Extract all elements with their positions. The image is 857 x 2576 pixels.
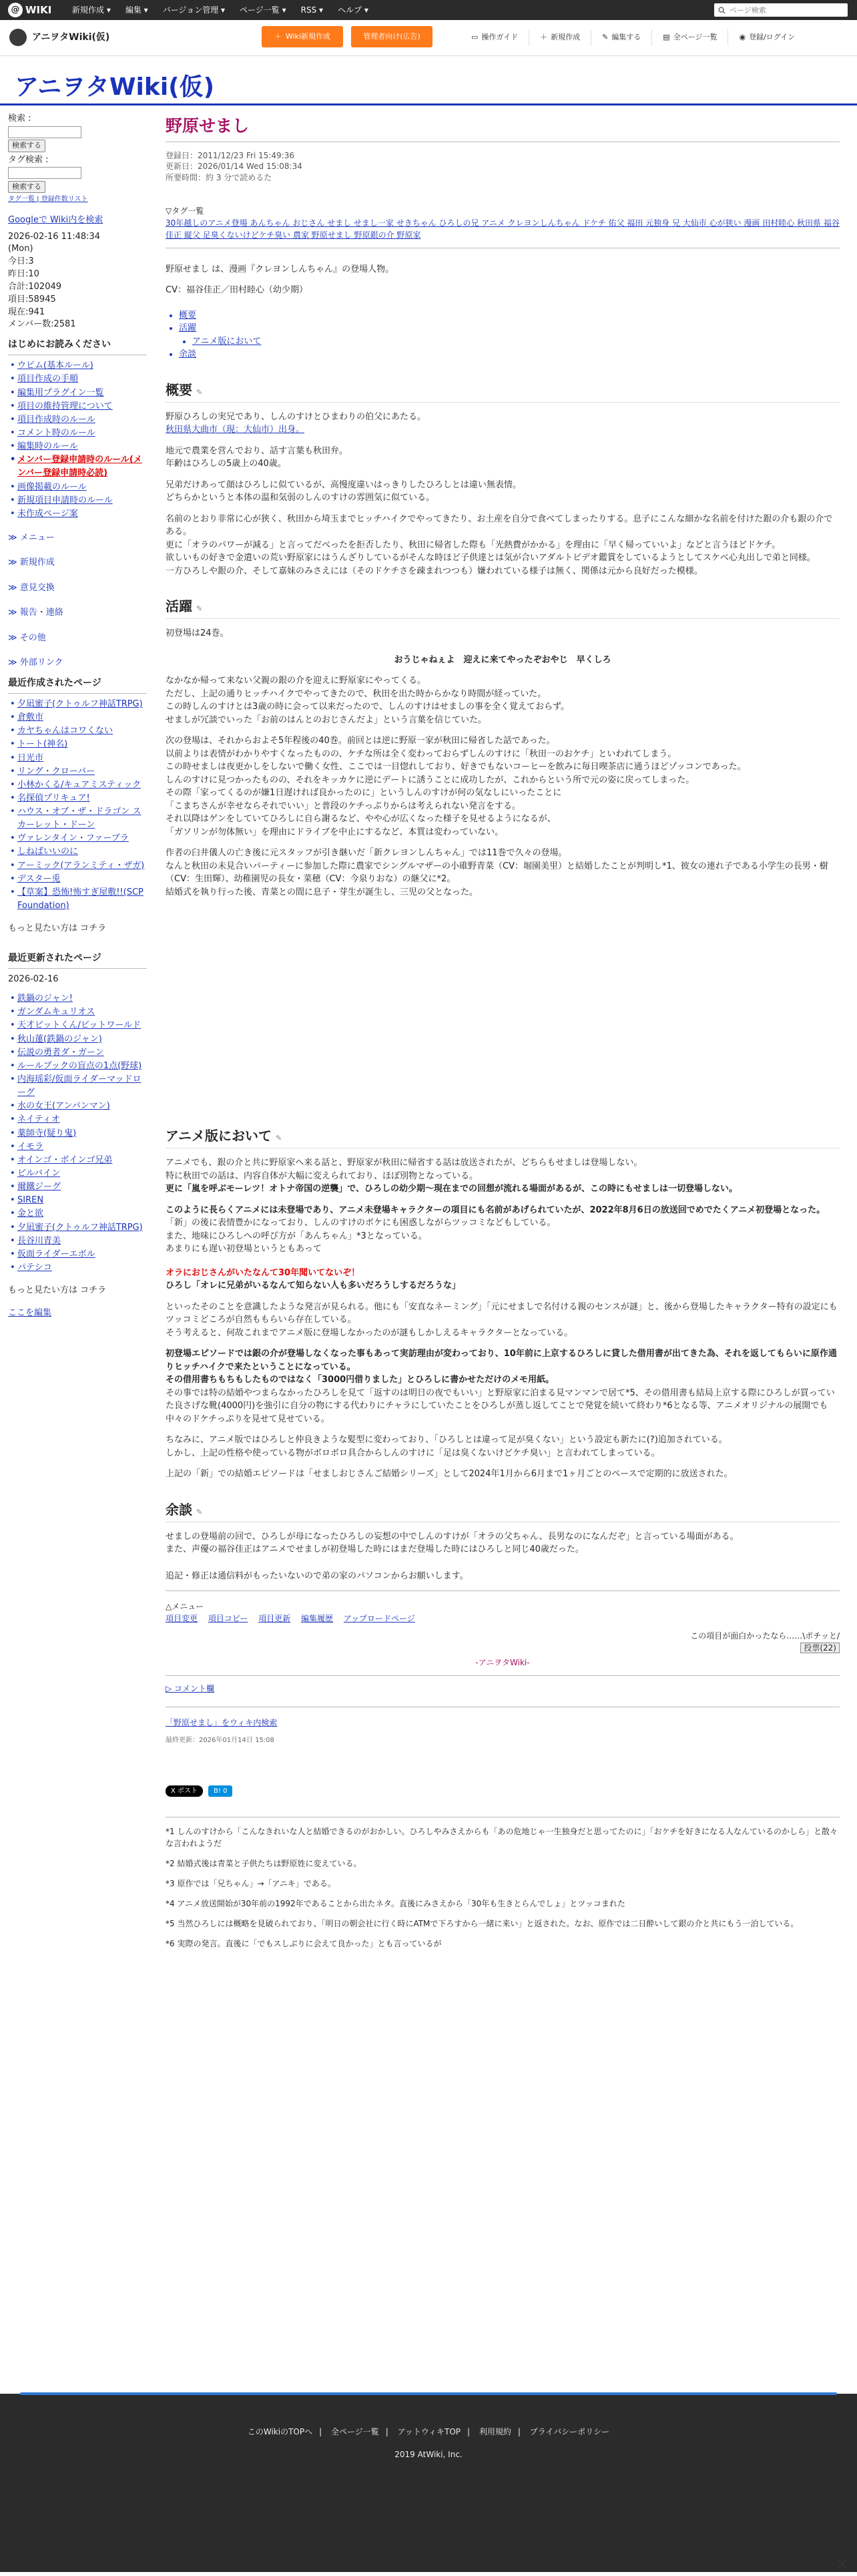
ac-2: この時しんのすけとは3歳の時に会って以来だったので、しんのすけはせましの事を全く覚えておらず。	[166, 702, 569, 712]
document-icon: ▤	[663, 32, 670, 41]
recent-item[interactable]: • 倉敷市	[8, 711, 147, 724]
book-icon: ▭	[471, 32, 479, 41]
an-3: このように長らくアニメには未登場であり、アニメ未登場キャラクターの項目にも名前があげられていたが、2022年8月6日の放送回でめでたくアニメ初登場となった。	[166, 1205, 826, 1215]
footer-link-privacy[interactable]: プライバシーポリシー	[529, 2427, 610, 2436]
main-content	[166, 114, 840, 1958]
wiki-create-label: Wiki新規作成	[285, 31, 331, 41]
updated-item[interactable]: • ルールブックの盲点の1点(野球)	[8, 1060, 147, 1073]
wiki-icon	[9, 29, 27, 46]
tag-list[interactable]: 30年越しのアニメ登場 あんちゃん おじさん せまし せまし一家 せきちゃん ひろしの兄 アニメ クレヨンしんちゃん ドケチ 佑父 福田 元独身 兄 大仙市 心が狭い 漫画 田村睦心 秋田県 福谷佳正 縦父 足臭くないけどケチ臭い 農家 野原せまし 野原銀の介 野原家	[166, 218, 840, 240]
x-post-button[interactable]: X ポスト	[166, 1785, 203, 1797]
ac-10: それ以降はゲンをしていてひろしに自ら謝るなど、やや心が広くなった様子を見せるようになるが、	[166, 814, 556, 825]
tool-allpages[interactable]	[651, 29, 728, 45]
menu-new[interactable]: 新規作成 ▾	[72, 5, 111, 15]
ac-14: 結婚式を執り行った後、青菜との間に息子・芽生が誕生し、三児の父となった。	[166, 887, 479, 897]
overview-body	[166, 411, 840, 578]
ac-9: 「こまちさんが幸せならそれでいい」と普段のケチっぷりからは考えられない発言をする。	[166, 801, 521, 811]
ov-1[interactable]: 秋田県大曲市（現：大仙市）出身。	[166, 425, 305, 435]
intro-item[interactable]: • 項目の維持管理について	[8, 400, 147, 413]
recent-item[interactable]: • 名探偵プリキュア!	[8, 792, 147, 805]
wiki-create-button[interactable]	[262, 26, 343, 47]
cat-other[interactable]: ≫ その他	[8, 632, 147, 645]
intro-item[interactable]: • 新規項目申請時のルール	[8, 494, 147, 507]
tool-login[interactable]	[728, 29, 806, 45]
recent-item[interactable]: • アーミック(アランミティ・ザガ)	[8, 859, 147, 873]
stat-members: メンバー数:2581	[8, 319, 76, 330]
section-misc	[166, 1500, 840, 1522]
recent-item[interactable]: • ハウス・オブ・ザ・ドラゴン スカーレット・ドーン	[8, 805, 147, 832]
cv-text: CV：福谷佳正／田村睦心（幼少期）	[166, 285, 308, 296]
stat-today: 今日:3	[8, 256, 34, 267]
tool-guide-label: 操作ガイド	[481, 32, 519, 41]
menu-edit[interactable]: 編集 ▾	[125, 5, 148, 15]
menu-update[interactable]: 項目更新	[258, 1614, 291, 1624]
an-12: その借用書ちもちもしたものではなく「3000円借りました」とひろしに書かせただけのメモ用紙。	[166, 1375, 555, 1385]
tag-links[interactable]: タグ一覧 | 登録件数リスト	[8, 196, 88, 203]
atwiki-logo[interactable]	[8, 3, 51, 17]
ov-7: 更に「オラのパワーが減る」と言ってだべったを拒否したり、秋田に帰省した際も「光熱費がかかる」を理由に「早く帰っていいよ」などと言うほどドケチ。	[166, 540, 781, 550]
intro-item[interactable]: • 編集時のルール	[8, 440, 147, 453]
site-stats	[8, 231, 147, 332]
ac-3: せましが冗談でいった「お前のはんとのおじさんだよ」という言葉を信じていた。	[166, 714, 487, 725]
mi-0: せましの登場前の回で、ひろしが母になったひろしの妄想の中でしんのすけが「オラの父ちゃん、長男なのになんだぞ」と言っている場面がある。	[166, 1531, 739, 1542]
updated-item[interactable]: • 秋山蓮(鉄鍋のジャン)	[8, 1033, 147, 1046]
updated-item[interactable]: • 伝説の勇者ダ・ガーン	[8, 1046, 147, 1060]
intro-item[interactable]: • 画像掲載のルール	[8, 481, 147, 494]
comment-toggle[interactable]: ▷ コメント欄	[166, 1684, 215, 1694]
wiki-logo[interactable]	[9, 29, 109, 46]
an-11: 初登場エピソードでは銀の介が登場しなくなった事もあって実訪理由が変わっており、10年前に上京するひろしに貸した借用書が出てきた為、それを返してもらいに原作通りヒッチハイクで来たということになっている。	[166, 1349, 837, 1372]
misc-body	[166, 1530, 840, 1583]
mi-1: また、声優の福谷佳正はアニメでせましが初登場した時にはまだ登場した時にはひろしと同じ40歳だった。	[166, 1544, 584, 1555]
tag-input[interactable]	[8, 167, 81, 179]
wiki-tools	[461, 29, 806, 45]
pencil-icon[interactable]: ✎	[196, 387, 203, 397]
intro-item[interactable]: • ウピム(基本ルール)	[8, 359, 147, 373]
intro-text: 野原せまし は、漫画『クレヨンしんちゃん』の登場人物。	[166, 264, 394, 274]
an-7: オラにおじさんがいたなんて30年聞いてないぞ！	[166, 1267, 360, 1278]
cat-opinion[interactable]: ≫ 意見交換	[8, 582, 147, 595]
ac-0: なかなか帰って来ない父親の銀の介を迎えに野原家にやってくる。	[166, 676, 426, 686]
footnote: *3 原作では「兄ちゃん」→「アニキ」である。	[166, 1879, 336, 1889]
meta-readtime: 所要時間：約 3 分で読めるた	[166, 173, 272, 183]
ov-0: 野原ひろしの実兄であり、しんのすけとひまわりの伯父にあたる。	[166, 411, 426, 422]
updated-list	[8, 992, 147, 1275]
tool-edit[interactable]	[591, 29, 651, 45]
updated-item[interactable]: • 金と欲	[8, 1207, 147, 1221]
user-icon: ◉	[739, 32, 746, 41]
intro-item[interactable]: • 未作成ページ案	[8, 507, 147, 521]
footnote: *1 しんのすけから「こんなきれいな人と結婚できるのがおかしい。ひろしやみさえからも「あの危地じゃ一生独身だと思ってたのに」「おケチを好きになる人なんているのかしら」と散々な言われようだ	[166, 1827, 838, 1849]
section-active	[166, 596, 840, 619]
menu-history[interactable]: 編集履歴	[301, 1614, 334, 1624]
updated-heading: 最近更新されたページ	[8, 951, 147, 969]
divider	[166, 1590, 840, 1591]
recent-item[interactable]: • ヴァレンタイン・ファーブラ	[8, 832, 147, 845]
meta-created: 登録日：2011/12/23 Fri 15:49:36	[166, 150, 294, 160]
intro-item[interactable]: • 項目作成時のルール	[8, 413, 147, 427]
ov-3: 年齢はひろしの5歳上の40歳。	[166, 459, 286, 469]
active-body	[166, 674, 840, 899]
an-8: ひろし「オレに兄弟がいるなんて知らない人も多いだろうしするだろうな」	[166, 1281, 461, 1291]
an-16: 上記の「新」での結婚エピソードは「せましおじさんご結婚シリーズ」として2024年1月から6月まで1ヶ月ごとのペースで定期的に放送された。	[166, 1469, 733, 1480]
updated-item[interactable]: • 爾鐵ジーグ	[8, 1180, 147, 1194]
recent-list	[8, 698, 147, 913]
pencil-icon[interactable]: ✎	[196, 604, 203, 614]
toc-misc[interactable]: • 余談	[179, 348, 840, 361]
tag-search-button[interactable]: 検索する	[8, 181, 45, 194]
logo-text: WIKI	[25, 3, 52, 16]
menu-heading[interactable]: △メニュー	[166, 1602, 204, 1612]
menu-pagelist[interactable]: ページ一覧 ▾	[240, 5, 286, 15]
footer-link-atwiki[interactable]: アットウィキTOP	[397, 2427, 461, 2436]
pencil-icon[interactable]: ✎	[196, 1507, 203, 1516]
mi-2: 追記・修正は通信料がもったいないので弟の家のパソコンからお願いします。	[166, 1570, 469, 1581]
stat-day: (Mon)	[8, 244, 33, 254]
ad-space	[166, 907, 840, 1107]
toc-anime[interactable]: • アニメ版において	[192, 335, 840, 349]
wiki-name: アニヲタWiki(仮)	[32, 31, 110, 43]
tag-label: タグ検索 :	[8, 154, 49, 165]
google-search-link[interactable]: Googleで Wiki内を検索	[8, 215, 103, 225]
tool-edit-label: 編集する	[611, 32, 641, 41]
footer-link-allpages[interactable]: 全ページ一覧	[330, 2427, 379, 2436]
divider	[166, 1675, 840, 1676]
intro-item[interactable]: • コメント時のルール	[8, 427, 147, 440]
copyright: 2019 AtWiki, Inc.	[394, 2450, 463, 2459]
close-icon[interactable]: ✕	[835, 2555, 849, 2573]
an-6: あまりにも遅い初登場というともあって	[166, 1244, 322, 1255]
page-meta	[166, 150, 840, 184]
section-misc-title: 余談	[166, 1501, 192, 1518]
section-active-title: 活躍	[166, 598, 192, 615]
ac-1: ただし、上記の通りヒッチハイクでやってきたので、秋田を出た時からかなり時間が経っていた。	[166, 688, 547, 699]
recent-item[interactable]: • カヤちゃんはコワくない	[8, 724, 147, 738]
menu-change[interactable]: 項目変更	[166, 1614, 198, 1624]
ac-6: この時せましは夜更かしをしないで働く女性、ここでは一目惚れしており、好きでもないコーヒーを飲みに毎日喫茶店に通うほどゾッコンであった。	[166, 762, 746, 773]
meta-updated: 更新日：2026/01/14 Wed 15:08:34	[166, 162, 302, 172]
toc-active[interactable]: • 活躍	[179, 322, 840, 335]
plus-icon: ＋	[274, 31, 282, 41]
page-search	[714, 3, 848, 17]
top-menu	[72, 4, 368, 16]
toc	[179, 309, 840, 361]
updated-item[interactable]: • 夕凪蜜子(クトゥルフ神話TRPG)	[8, 1221, 147, 1235]
sidebar	[8, 112, 147, 1319]
wiki-signature: -アニヲタWiki-	[475, 1658, 530, 1668]
footer	[0, 2394, 857, 2572]
an-1: 特に秋田での話は、内容自体が大幅に変えられており、ほぼ別物となっている。	[166, 1170, 479, 1181]
updated-item[interactable]: • イモラ	[8, 1140, 147, 1154]
intro-item-member-rule[interactable]: • メンバー登録申請時のルール(メンバー登録申請時必読)	[8, 453, 147, 480]
footnote: *2 結婚式後は青菜と子供たちは野原姓に変えている。	[166, 1859, 362, 1869]
footer-links: このWikiのTOPへ | 全ページ一覧 | アットウィキTOP | 利用規約 | プライバシーポリシー	[247, 2427, 610, 2436]
updated-item[interactable]: • ガンダムキュリオス	[8, 1006, 147, 1019]
more-updated[interactable]: もっと見たい方は コチラ	[8, 1285, 107, 1296]
an-9: といったそのことを意識したような発言が見られる。他にも「安直なネーミング」「元にせましで名付ける親のセンスが謎」と、後から登場したキャラクター特有の設定にもツッコミどころが自然ももらいら存在している。	[166, 1301, 838, 1325]
recent-item[interactable]: • リング・クローバー	[8, 765, 147, 779]
page-search-input[interactable]	[730, 6, 843, 15]
updated-item[interactable]: • パテシコ	[8, 1261, 147, 1275]
recent-item[interactable]: • トート(神名)	[8, 738, 147, 751]
menu-copy[interactable]: 項目コピー	[208, 1614, 248, 1624]
updated-item[interactable]: • オインゴ・ボインゴ兄弟	[8, 1154, 147, 1167]
wiki-search-link[interactable]: 「野原せまし」をウィキ内検索	[166, 1718, 278, 1728]
recent-item[interactable]: • デスター兎	[8, 873, 147, 886]
ac-8: その際「家ってくるのが嫌1日遅ければ良かったのに」というしんのすけが何の気なしにいったことに	[166, 788, 562, 799]
ov-8: 欲しいもの好きで金遣いの荒い野原家にはうんざりしているがそんな時ほど子供達とは気が合いアダルトビデオ鑑賞をしているようとしてスケベ心丸出しで弟と同様。	[166, 553, 816, 564]
updated-item[interactable]: • SIREN	[8, 1194, 147, 1207]
an-5: また、地味にひろしへの呼び方が「あんちゃん」*3となっている。	[166, 1231, 427, 1241]
updated-date: 2026-02-16	[8, 974, 59, 984]
updated-item[interactable]: • 鉄鍋のジャン!	[8, 992, 147, 1006]
kw-label: 検索 :	[8, 114, 31, 124]
active-first: 初登場は24巻。	[166, 628, 229, 639]
cat-menu[interactable]: ≫ メニュー	[8, 531, 147, 545]
ov-4: 兄弟だけあって顔はひろしに似ているが、高慢度違いはっきりしたひろしとは違い無表情。	[166, 479, 521, 490]
active-quote: おうじゃねぇよ 迎えに来てやったぞおやじ 早くしろ	[394, 654, 611, 665]
updated-item[interactable]: • 仮面ライダーエボル	[8, 1248, 147, 1261]
footer-accent-bar	[20, 2392, 837, 2395]
cat-external[interactable]: ≫ 外部リンク	[8, 656, 147, 670]
ac-5: 以前よりは表情がわかりやすくなったものの、ケチな所は全く変わっておらずしんのすけに「秋田一のおケチ」といわれてしまう。	[166, 748, 677, 759]
updated-item[interactable]: • 内海瑶彩/仮面ライダーマッドローグ	[8, 1073, 147, 1100]
recent-item[interactable]: • 小林かくる/キュアミスティック	[8, 779, 147, 792]
hatena-bookmark-button[interactable]: B! 0	[208, 1785, 232, 1797]
intro-list	[8, 359, 147, 521]
section-overview-title: 概要	[166, 381, 192, 398]
kw-search-button[interactable]: 検索する	[8, 140, 45, 152]
an-2: 更に「嵐を呼ぶモーレツ！オトナ帝国の逆襲」で、ひろしの幼少期～現在までの回想が流れる場面があるが、この時にもせましは一切登場しない。	[166, 1184, 738, 1195]
an-0: アニメでも、銀の介と共に野原家へ来る話と、野原家が秋田に帰省する話は放送されたが、どちらもせましは登場しない。	[166, 1158, 643, 1168]
anime-body	[166, 1156, 840, 1481]
tool-guide[interactable]	[461, 29, 529, 45]
section-overview	[166, 380, 840, 403]
ov-6: 名前のとおり非常に心が狭く、秋田から埼玉までヒッチハイクでやってきたり、お土産を自分で食べてしまったりする。息子にこんな細かな名前を付けた銀の介も銀の介である。	[166, 513, 833, 538]
footer-link-top[interactable]: このWikiのTOPへ	[247, 2427, 313, 2436]
at-icon: @	[8, 3, 23, 17]
intro-heading: はじめにお読みください	[8, 338, 147, 355]
tool-new[interactable]	[529, 29, 591, 45]
site-title[interactable]: アニヲタWiki(仮)	[15, 73, 215, 101]
stat-date: 2026-02-16 11:48:34	[8, 231, 101, 242]
tag-heading: ▽タグ一覧	[166, 206, 204, 216]
footnotes	[166, 1826, 840, 1950]
top-bar	[0, 0, 857, 20]
menu-upload[interactable]: アップロードページ	[343, 1614, 415, 1624]
updated-item[interactable]: • 水の女王(アンパンマン)	[8, 1100, 147, 1113]
footer-link-terms[interactable]: 利用規約	[479, 2427, 511, 2436]
pencil-icon[interactable]: ✎	[276, 1134, 282, 1143]
cat-report[interactable]: ≫ 報告・連絡	[8, 606, 147, 620]
footnote: *4 アニメ放送開始が30年前の1992年であることから出たネタ。直後にみさえから「30年も生きとらんでしょ」とツッコまれた	[166, 1899, 625, 1909]
stat-total: 合計:102049	[8, 281, 62, 292]
an-15: しかし、上記の性格や使っている物がボロボロ具合からしんのすけに「足は臭くないけどケチ臭い」と言われてしまっている。	[166, 1448, 660, 1458]
menu-rss[interactable]: RSS ▾	[300, 5, 324, 15]
ac-4: 次の登場は、それからおよそ5年程後の40巻。前回とは逆に野原一家が秋田に帰省した話であった。	[166, 736, 555, 746]
page-menu	[166, 1600, 840, 1625]
ac-12: 作者の臼井儀人の亡き後に元スタッフが引き継いだ「新クレヨンしんちゃん」では11巻で久々の登場。	[166, 848, 567, 859]
updated-item[interactable]: • ネイティオ	[8, 1113, 147, 1126]
recent-item[interactable]: • 【草案】恐怖!怖すぎ屋敷!!(SCP Foundation)	[8, 886, 147, 913]
tool-new-label: 新規作成	[551, 32, 581, 41]
tag-section	[166, 205, 840, 241]
ov-9: 一方ひろしや銀の介、そして嘉妹のみさえには（そのドケチさを疎まれつつも）嫌われている様子は無く、関係は元から良好だった模様。	[166, 566, 703, 576]
like-text: この項目が面白かったなら……\ポチッと/	[690, 1631, 840, 1641]
cat-new[interactable]: ≫ 新規作成	[8, 556, 147, 570]
tool-allpages-label: 全ページ一覧	[673, 32, 718, 41]
footnote: *6 実際の発言。直後に「でもスしぶりに会えて良かった」とも言っているが	[166, 1939, 442, 1949]
updated-item[interactable]: • 薬師寺(疑り鬼)	[8, 1127, 147, 1140]
wiki-bar	[0, 20, 857, 56]
an-14: ちなみに、アニメ版ではひろしと仲良きような髪型に変わっており、「ひろしとは違って足が臭くない」という設定も新たに(?)追加されている。	[166, 1435, 728, 1446]
an-10: そう考えると、何故これまでアニメ版に登場しなかったのが謎もしかしえるキャラクターとなっている。	[166, 1327, 573, 1338]
updated-item[interactable]: • ビルバイン	[8, 1167, 147, 1180]
recent-item[interactable]: • 日光市	[8, 752, 147, 765]
page-title: 野原せまし	[166, 114, 840, 142]
an-4: 「新」の後に表情豊かになっており、しんのすけのボケにも困惑しながらツッコミなどもしている。	[166, 1218, 556, 1229]
vote-button[interactable]: 投票(22)	[800, 1643, 840, 1653]
title-divider	[0, 103, 857, 105]
stat-yesterday: 昨日:10	[8, 269, 39, 280]
recent-item[interactable]: • 夕凪蜜子(クトゥルフ神話TRPG)	[8, 698, 147, 711]
search-icon	[718, 7, 726, 14]
recent-heading: 最近作成されたページ	[8, 676, 147, 694]
ac-11: 「ガソリンが勿体無い」を理由にドライブを中止にするなど、本質は変わっていない。	[166, 827, 504, 837]
ov-2: 地元で農業を営んでおり、話す言葉も秋田弁。	[166, 445, 348, 456]
updated-item[interactable]: • 長谷川青美	[8, 1235, 147, 1248]
tool-login-label: 登録/ログイン	[749, 32, 796, 41]
share-buttons	[166, 1785, 840, 1797]
menu-help[interactable]: ヘルプ ▾	[338, 5, 368, 15]
ac-13: なんと秋田の未見合いパーティーに参加した際に農家でシングルマザーの小碓野青菜（CV：堀園美里）と結婚したことが判明し*1、彼女の連れ子である小学生の長男・樹（CV：生田輝）、幼稚園児の長女・菜穂（CV：今泉りおな）の継父に*2。	[166, 861, 828, 885]
recent-item[interactable]: • しねばいいのに	[8, 845, 147, 859]
toc-overview[interactable]: • 概要	[179, 309, 840, 323]
ac-7: しんのすけに見つかったものの、それをキッカケに逆にデートに誘うことに成功したが、これからという所で元の姿に戻ってしまった。	[166, 775, 695, 785]
pencil-icon: ✎	[602, 32, 609, 41]
an-13: その事では特の結婚やつまらなかったひろしを見て「返すのは明日の夜でもいい」と野原家に泊まる見マンマンで居て*5、その借用書も結局上京する際にひろしが買っていた良さげな靴(4000円)を強引に自分の物にする代わりにチャラにしていたことをひろしが蒸し返してことで発覚を続いて終わり*6となる等、アニメオリジナルの展開でも中々のドケチっぷりを見せて見せている。	[166, 1387, 835, 1424]
intro-item[interactable]: • 項目作成の手順	[8, 373, 147, 386]
menu-version[interactable]: バージョン管理 ▾	[162, 5, 226, 15]
last-updated: 最終更新：2026年01月14日 15:08	[166, 1737, 274, 1745]
admin-ad-label: 管理者向け(広告)	[363, 31, 420, 41]
ov-5: どちらかというと本体の温和気弱のしんのすけの雰囲気に似ている。	[166, 493, 435, 503]
section-anime	[166, 1126, 840, 1148]
stat-now: 現在:941	[8, 306, 45, 317]
intro-item[interactable]: • 編集用プラグイン一覧	[8, 387, 147, 400]
updated-item[interactable]: • 天才ビットくん/ビットワールド	[8, 1019, 147, 1032]
like-box	[166, 1630, 840, 1654]
stat-items: 項目:58945	[8, 294, 56, 304]
plus-icon: ＋	[540, 32, 548, 41]
edit-sidebar-link[interactable]: ここを編集	[8, 1307, 52, 1318]
more-recent[interactable]: もっと見たい方は コチラ	[8, 923, 107, 934]
admin-ad-button[interactable]	[351, 26, 433, 47]
footnote: *5 当然ひろしには概略を見破られており、「明日の朝会社に行く時にATMで下ろすから一緒に来い」と返された。なお、原作では二日酔いして銀の介と共にもう一泊している。	[166, 1919, 799, 1929]
section-anime-title: アニメ版において	[166, 1128, 272, 1144]
kw-input[interactable]	[8, 126, 81, 138]
